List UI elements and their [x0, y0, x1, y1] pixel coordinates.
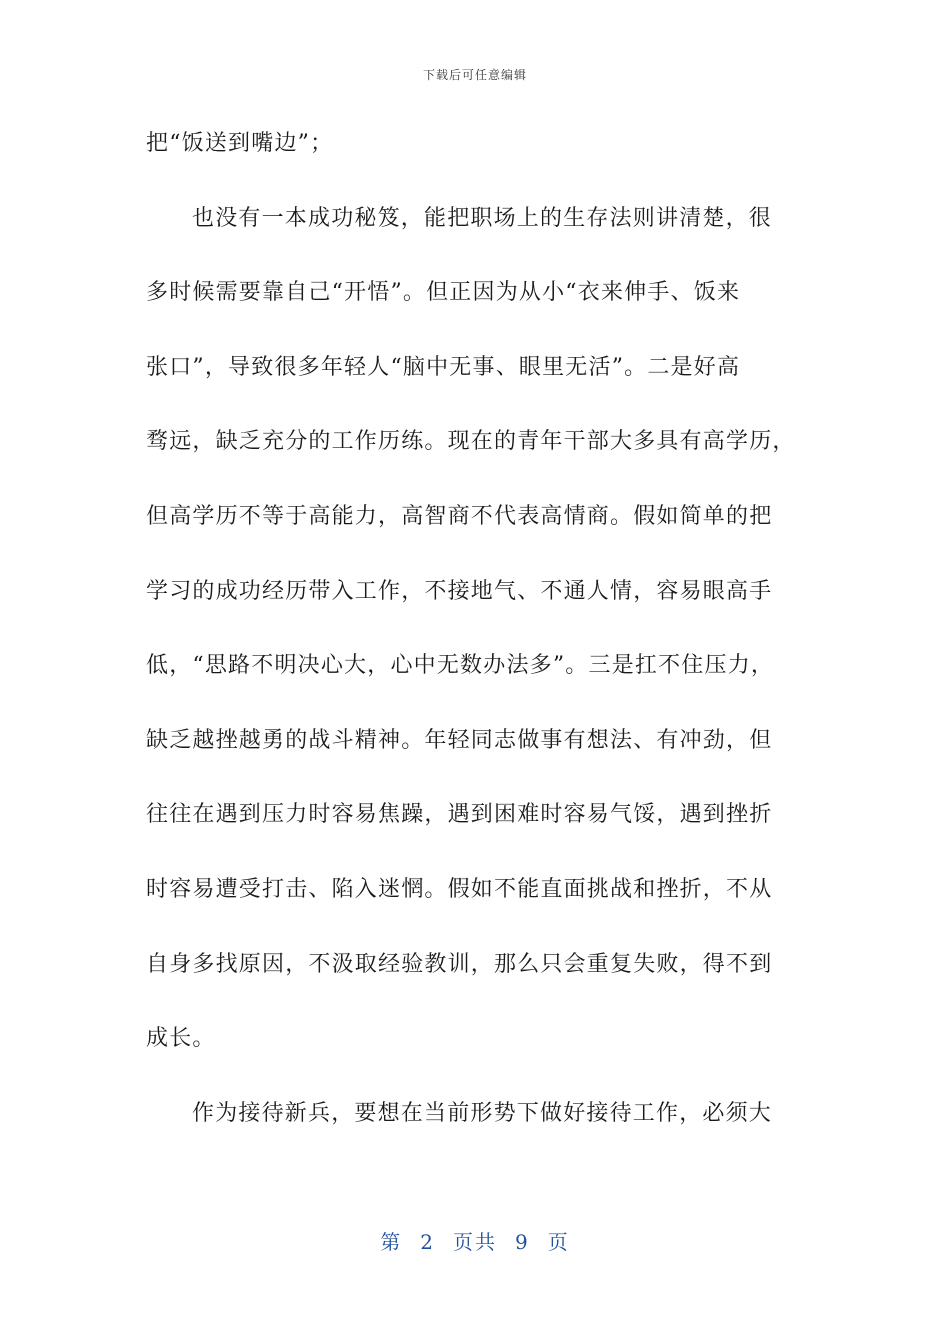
body-line: 往往在遇到压力时容易焦躁，遇到困难时容易气馁，遇到挫折 [146, 802, 773, 828]
body-line: 把“饭送到嘴边”； [146, 131, 334, 156]
body-line: 骛远，缺乏充分的工作历练。现在的青年干部大多具有高学历， [146, 429, 796, 455]
body-line: 学习的成功经历带入工作，不接地气、不通人情，容易眼高手 [146, 578, 773, 604]
page-label-prefix: 第 [380, 1230, 403, 1254]
page-footer [0, 1226, 950, 1255]
body-line: 但高学历不等于高能力，高智商不代表高情商。假如简单的把 [146, 503, 773, 529]
body-line: 作为接待新兵，要想在当前形势下做好接待工作，必须大 [192, 1100, 773, 1126]
body-line: 成长。 [146, 1026, 216, 1052]
page-header: 下载后可任意编辑 [422, 68, 527, 82]
body-line: 缺乏越挫越勇的战斗精神。年轻同志做事有想法、有冲劲，但 [146, 727, 773, 753]
body-line: 多时候需要靠自己“开悟”。但正因为从小“衣来伸手、饭来 [146, 280, 741, 306]
body-line: 时容易遭受打击、陷入迷惘。假如不能直面挑战和挫折，不从 [146, 876, 773, 902]
body-line: 低，“思路不明决心大，心中无数办法多”。三是扛不住压力， [146, 653, 775, 679]
total-pages-number: 9 [515, 1230, 530, 1254]
document-body [146, 126, 806, 1170]
body-line: 也没有一本成功秘笈，能把职场上的生存法则讲清楚，很 [192, 205, 773, 231]
body-line: 张口”，导致很多年轻人“脑中无事、眼里无活”。二是好高 [146, 354, 741, 380]
current-page-number: 2 [420, 1230, 435, 1254]
page-label-mid: 页共 [453, 1230, 497, 1254]
body-line: 自身多找原因，不汲取经验教训，那么只会重复失败，得不到 [146, 951, 773, 977]
page-label-suffix: 页 [547, 1230, 570, 1254]
